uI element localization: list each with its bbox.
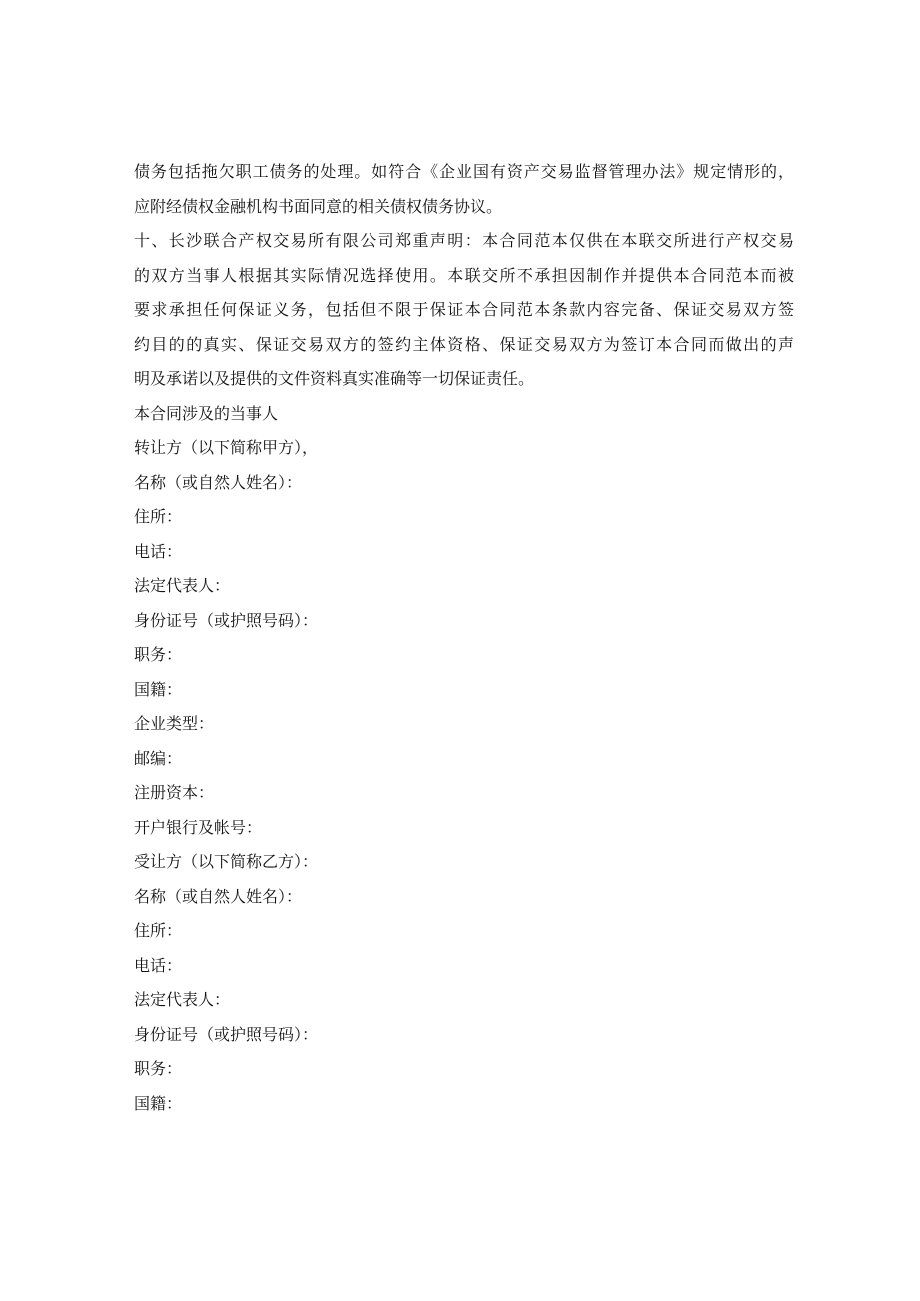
field-label: 身份证号（或护照号码）：	[134, 1024, 319, 1044]
field-label: 国籍：	[134, 679, 183, 699]
field-label: 名称（或自然人姓名）：	[134, 886, 303, 906]
field-label: 电话：	[134, 541, 183, 561]
field-label: 法定代表人：	[134, 990, 231, 1009]
paragraph-line: 明及承诺以及提供的文件资料真实准确等一切保证责任。	[134, 369, 535, 388]
paragraph-line: 的双方当事人根据其实际情况选择使用。本联交所不承担因制作并提供本合同范本而被	[134, 265, 794, 285]
document-body	[134, 155, 794, 1121]
party-heading-transferee: 受让方（以下简称乙方）：	[134, 852, 319, 871]
field-label: 职务：	[134, 1059, 183, 1078]
field-label: 开户银行及帐号：	[134, 817, 263, 837]
paragraph-line: 要求承担任何保证义务，包括但不限于保证本合同范本条款内容完备、保证交易双方签	[134, 300, 794, 319]
field-label: 企业类型：	[134, 714, 215, 733]
party-heading-transferor: 转让方（以下简称甲方），	[134, 438, 319, 457]
field-label: 电话：	[134, 955, 183, 975]
field-label: 身份证号（或护照号码）：	[134, 610, 319, 630]
paragraph-line: 十、长沙联合产权交易所有限公司郑重声明：本合同范本仅供在本联交所进行产权交易	[134, 231, 794, 250]
field-label: 住所：	[134, 507, 183, 526]
field-label: 住所：	[134, 921, 183, 940]
section-heading: 本合同涉及的当事人	[134, 403, 279, 423]
paragraph-line: 应附经债权金融机构书面同意的相关债权债务协议。	[134, 196, 503, 216]
field-label: 名称（或自然人姓名）：	[134, 472, 303, 492]
field-label: 法定代表人：	[134, 576, 231, 595]
paragraph-line: 债务包括拖欠职工债务的处理。如符合《企业国有资产交易监督管理办法》规定情形的，	[134, 162, 794, 181]
paragraph-line: 约目的的真实、保证交易双方的签约主体资格、保证交易双方为签订本合同而做出的声	[134, 334, 794, 354]
field-label: 注册资本：	[134, 783, 215, 802]
field-label: 国籍：	[134, 1093, 183, 1113]
field-label: 职务：	[134, 645, 183, 664]
field-label: 邮编：	[134, 748, 183, 768]
